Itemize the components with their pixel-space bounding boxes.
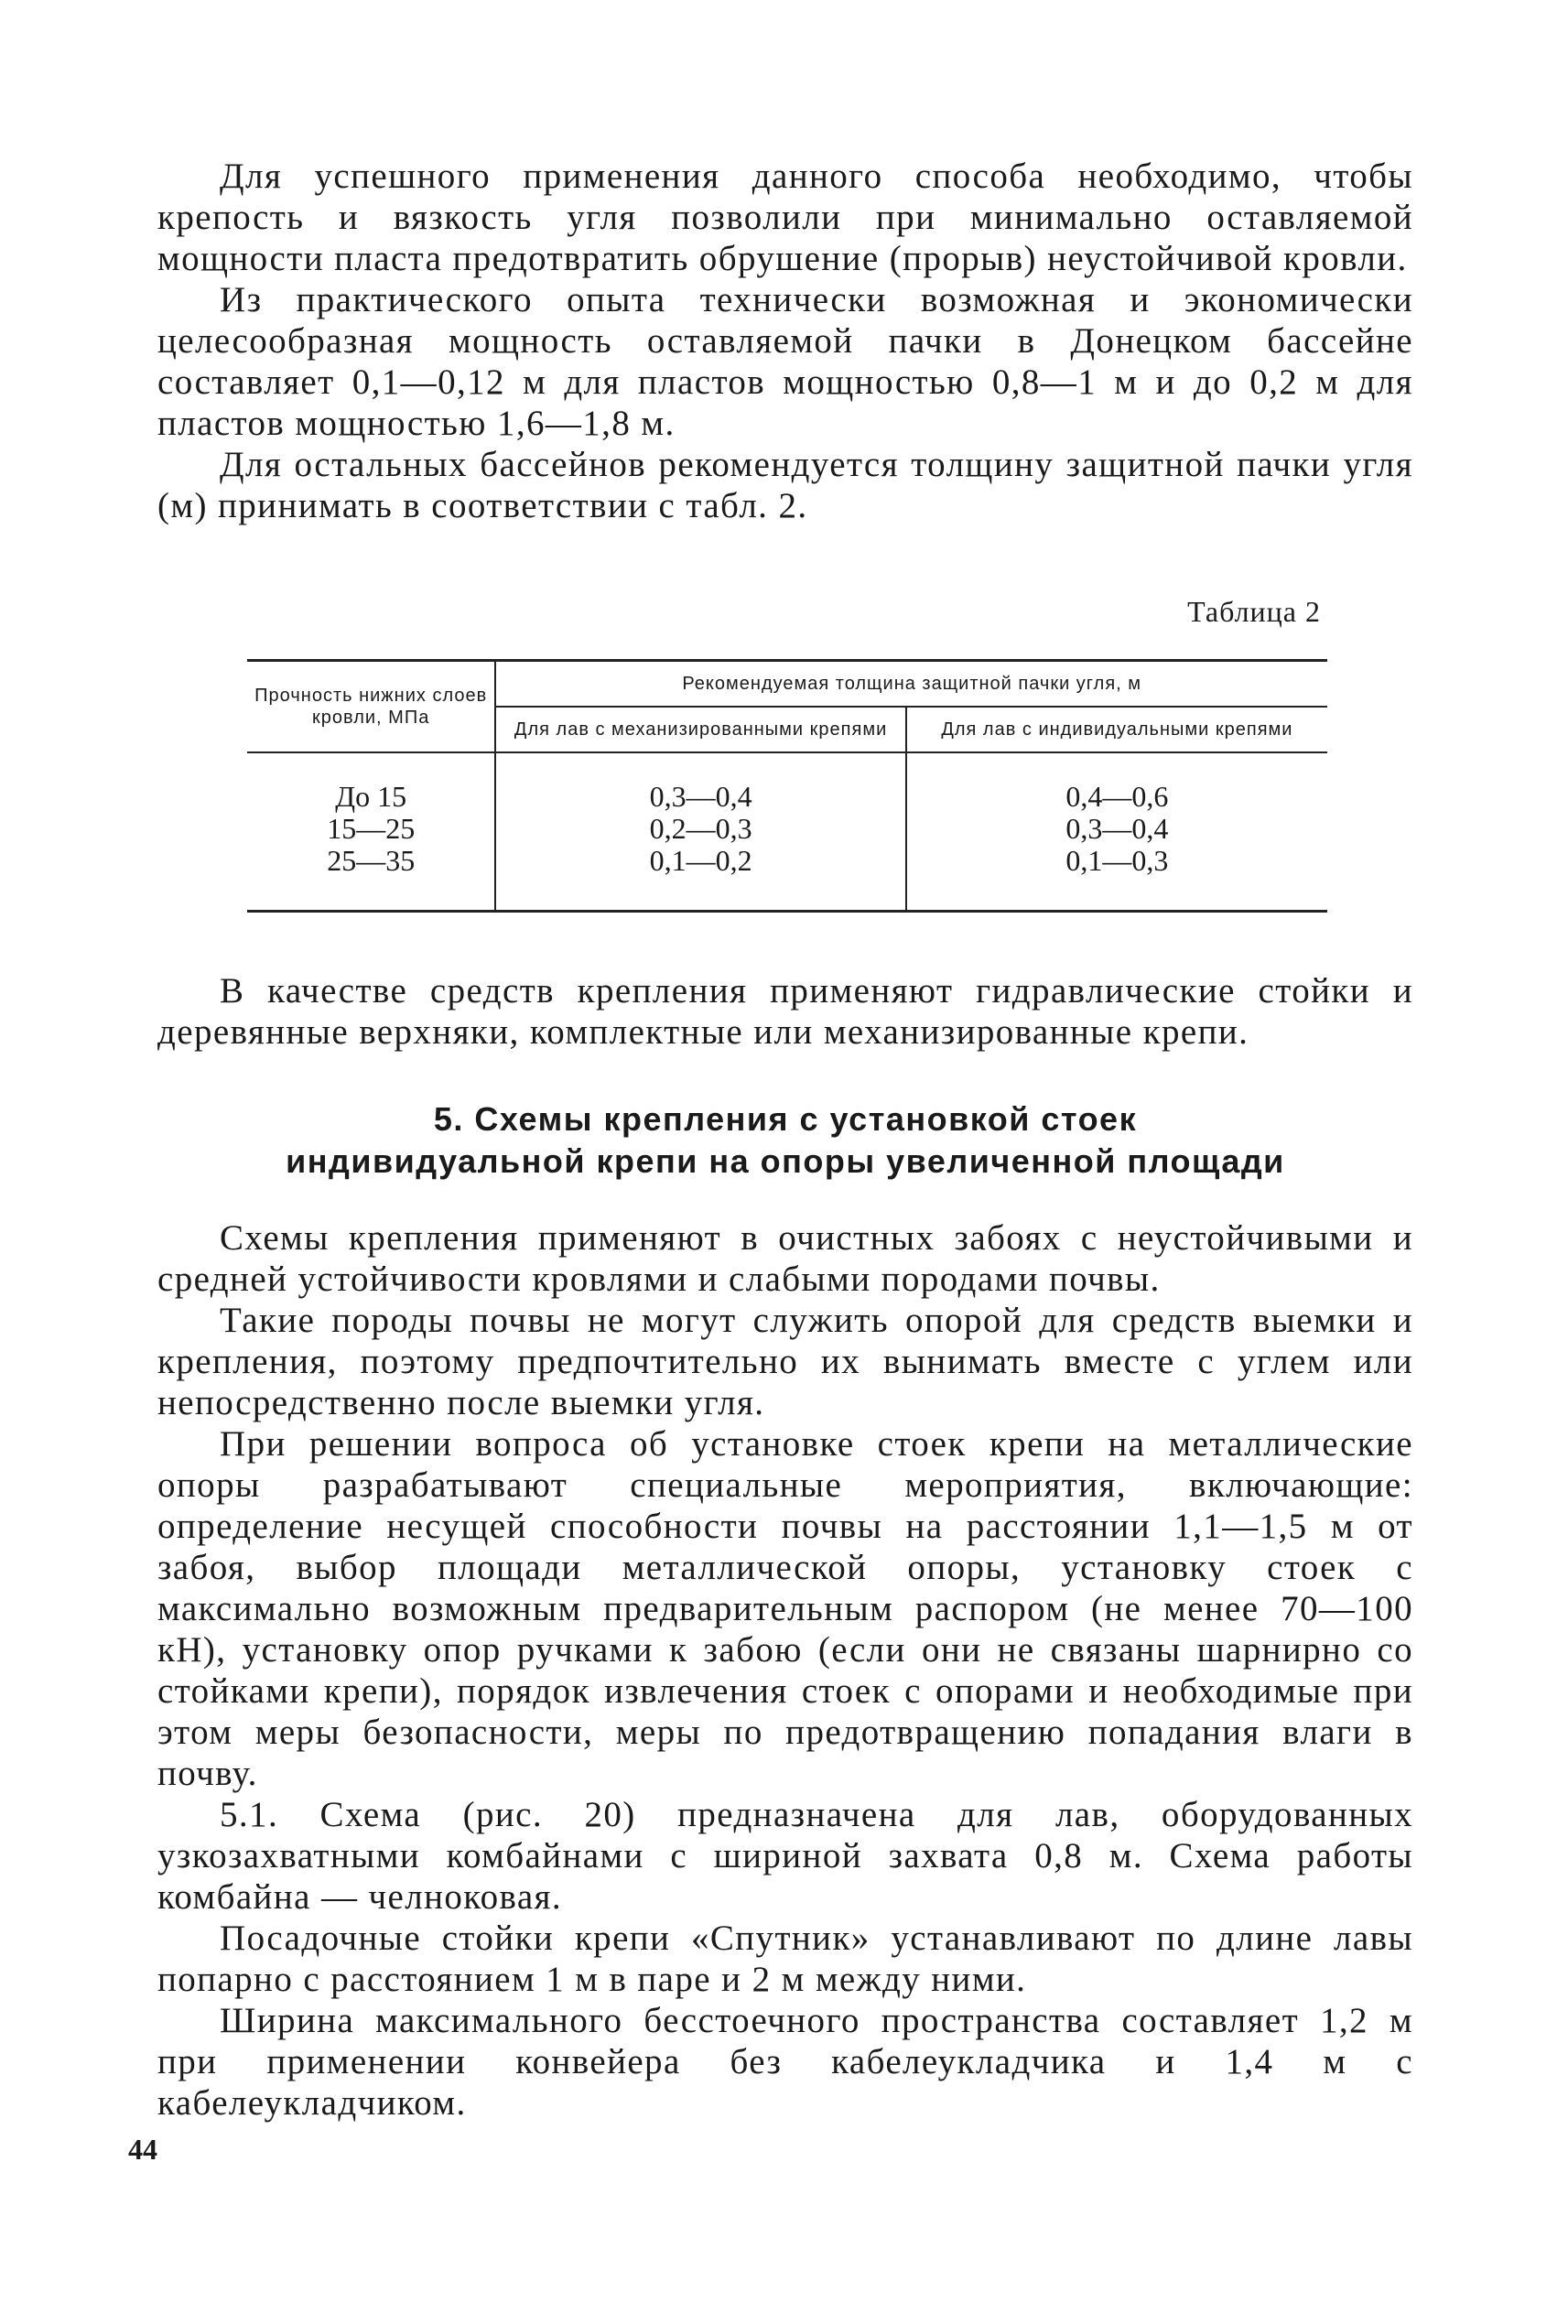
intro-paragraph-1: Для успешного применения данного способа необходимо, чтобы крепость и вязкость угля позволили при минимально оставляемой мощности пласта предотвратить обрушение (прорыв) неустойчивой кровли. <box>157 157 1413 278</box>
after-table-paragraph: В качестве средств крепления применяют гидравлические стойки и деревянные верхняки, комплектные или механизированные крепи. <box>157 971 1413 1052</box>
strength-value: До 15 <box>335 780 407 813</box>
section-paragraph-5: Посадочные стойки крепи «Спутник» устанавливают по длине лавы попарно с расстоянием 1 м в паре и 2 м между ними. <box>157 1919 1413 1999</box>
header-individual: Для лав с индивидуальными крепями <box>906 707 1327 752</box>
mechanized-value: 0,1—0,2 <box>649 844 752 877</box>
mechanized-value: 0,2—0,3 <box>649 812 752 845</box>
intro-text <box>157 156 1413 526</box>
table-caption: Таблица 2 <box>1187 595 1321 628</box>
intro-paragraph-2: Из практического опыта технически возможная и экономически целесообразная мощность оставляемой пачки в Донецком бассейне составляет 0,1—0,12 м для пластов мощностью 0,8—1 м и до 0,2 м для пластов мощностью 1,6—1,8 м. <box>157 280 1413 443</box>
page-number: 44 <box>128 2133 157 2166</box>
section-paragraph-6: Ширина максимального бесстоечного пространства составляет 1,2 м при применении конвейера без кабелеукладчика и 1,4 м с кабелеукладчиком. <box>157 2001 1413 2123</box>
header-recommended-thickness: Рекомендуемая толщина защитной пачки угля, м <box>495 661 1327 708</box>
individual-value: 0,3—0,4 <box>1065 812 1169 845</box>
section-heading <box>157 1098 1413 1183</box>
mechanized-value: 0,3—0,4 <box>649 780 752 813</box>
strength-cell <box>247 752 495 912</box>
after-table-text <box>157 970 1413 1053</box>
header-strength: Прочность нижних слоев кровли, МПа <box>247 661 495 753</box>
strength-value: 15—25 <box>327 812 416 845</box>
individual-value: 0,4—0,6 <box>1065 780 1169 813</box>
individual-cell <box>906 752 1327 912</box>
section-paragraph-2: Такие породы почвы не могут служить опорой для средств выемки и крепления, поэтому предпочтительно их вынимать вместе с углем или непосредственно после выемки угля. <box>157 1301 1413 1422</box>
section-paragraph-1: Схемы крепления применяют в очистных забоях с неустойчивыми и средней устойчивости кровлями и слабыми породами почвы. <box>157 1218 1413 1299</box>
individual-value: 0,1—0,3 <box>1065 844 1169 877</box>
section-text <box>157 1217 1413 2124</box>
header-mechanized: Для лав с механизированными крепями <box>495 707 905 752</box>
section-paragraph-3: При решении вопроса об установке стоек крепи на металлические опоры разрабатывают специальные мероприятия, включающие: определение несущей способности почвы на расстоянии 1,1—1,5 м от забоя, выбор площади металлической опоры, установку стоек с максимально возможным предварительным распором (не менее 70—100 кН), установку опор ручками к забою (если они не связаны шарнирно со стойками крепи), порядок извлечения стоек с опорами и необходимые при этом меры безопасности, меры по предотвращению попадания влаги в почву. <box>157 1424 1413 1793</box>
heading-line-1: 5. Схемы крепления с установкой стоек <box>433 1100 1138 1138</box>
mechanized-cell <box>495 752 905 912</box>
table-body-row <box>247 752 1327 912</box>
coal-thickness-table <box>247 659 1327 913</box>
heading-line-2: индивидуальной крепи на опоры увеличенной площади <box>286 1142 1285 1180</box>
section-paragraph-4: 5.1. Схема (рис. 20) предназначена для лав, оборудованных узкозахватными комбайнами с шириной захвата 0,8 м. Схема работы комбайна — челноковая. <box>157 1795 1413 1917</box>
intro-paragraph-3: Для остальных бассейнов рекомендуется толщину защитной пачки угля (м) принимать в соответствии с табл. 2. <box>157 445 1413 525</box>
strength-value: 25—35 <box>327 844 416 877</box>
